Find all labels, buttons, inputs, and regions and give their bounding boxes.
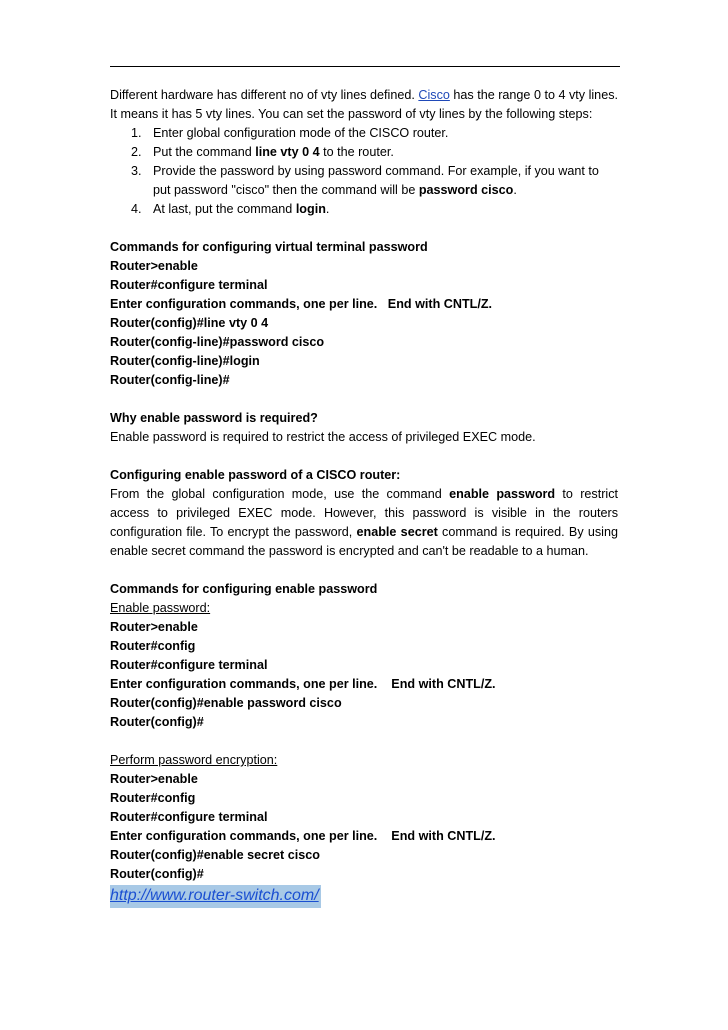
step-command: password cisco <box>418 183 514 197</box>
command-line: Enter configuration commands, one per line. End with CNTL/Z. <box>110 829 496 843</box>
step-text: . <box>325 202 330 216</box>
spacer <box>110 732 618 751</box>
cisco-link[interactable]: Cisco <box>418 88 450 102</box>
header-rule <box>110 66 620 67</box>
footer-url-highlight <box>110 885 321 908</box>
command-line: Router(config)#line vty 0 4 <box>110 316 269 330</box>
enable-command-block <box>110 618 618 732</box>
encryption-subheading: Perform password encryption: <box>110 753 278 767</box>
steps-list <box>110 124 618 219</box>
step-item <box>110 200 618 219</box>
command-line: Router(config)# <box>110 715 204 729</box>
why-body: Enable password is required to restrict the access of privileged EXEC mode. <box>110 430 536 444</box>
configuring-body-3: command is required. By using enable secret command the password is encrypted and can't be readable to a human. <box>110 525 618 558</box>
configuring-body-2: to restrict access to privileged EXEC mode. However, this password is visible in the routers configuration file. To encrypt the password, <box>110 487 618 539</box>
command-line: Router#configure terminal <box>110 278 268 292</box>
configuring-bold-2: enable secret <box>356 525 438 539</box>
step-text: Provide the password by using password command. For example, if you want to put password "cisco" then the command will be <box>153 164 599 197</box>
enable-heading: Commands for configuring enable password <box>110 582 378 596</box>
spacer <box>110 561 618 580</box>
step-number: 2. <box>131 145 142 159</box>
step-item <box>110 124 618 143</box>
configuring-body-1: From the global configuration mode, use the command <box>110 487 450 501</box>
command-line: Router(config-line)#password cisco <box>110 335 325 349</box>
command-line: Enter configuration commands, one per line. End with CNTL/Z. <box>110 297 493 311</box>
spacer <box>110 390 618 409</box>
command-line: Router(config-line)# <box>110 373 230 387</box>
spacer <box>110 219 618 238</box>
step-command: login <box>295 202 326 216</box>
configuring-heading: Configuring enable password of a CISCO router: <box>110 468 401 482</box>
step-text: Put the command <box>153 145 256 159</box>
vty-command-block <box>110 257 618 390</box>
command-line: Router#config <box>110 639 196 653</box>
intro-paragraph <box>110 86 618 124</box>
vty-heading: Commands for configuring virtual terminal password <box>110 240 428 254</box>
enable-subheading: Enable password: <box>110 601 211 615</box>
step-number: 4. <box>131 202 142 216</box>
command-line: Router#config <box>110 791 196 805</box>
document-body <box>110 86 618 908</box>
footer-url-link[interactable]: http://www.router-switch.com/ <box>110 887 319 904</box>
encryption-command-block <box>110 770 618 884</box>
command-line: Enter configuration commands, one per line. End with CNTL/Z. <box>110 677 496 691</box>
step-item <box>110 162 618 200</box>
command-line: Router(config-line)#login <box>110 354 260 368</box>
configuring-bold-1: enable password <box>449 487 556 501</box>
command-line: Router(config)#enable secret cisco <box>110 848 320 862</box>
intro-text-after: has the range 0 to 4 vty lines. It means it has 5 vty lines. You can set the password of vty lines by the following steps: <box>110 88 618 121</box>
command-line: Router>enable <box>110 620 198 634</box>
command-line: Router#configure terminal <box>110 810 268 824</box>
step-command: line vty 0 4 <box>255 145 320 159</box>
spacer <box>110 447 618 466</box>
command-line: Router>enable <box>110 259 198 273</box>
command-line: Router(config)#enable password cisco <box>110 696 342 710</box>
step-text: At last, put the command <box>153 202 296 216</box>
command-line: Router#configure terminal <box>110 658 268 672</box>
step-number: 1. <box>131 126 142 140</box>
step-item <box>110 143 618 162</box>
command-line: Router>enable <box>110 772 198 786</box>
step-text: Enter global configuration mode of the CISCO router. <box>153 126 449 140</box>
intro-text-before: Different hardware has different no of vty lines defined. <box>110 88 419 102</box>
step-text: to the router. <box>319 145 394 159</box>
configuring-body <box>110 485 618 561</box>
command-line: Router(config)# <box>110 867 204 881</box>
why-heading: Why enable password is required? <box>110 411 318 425</box>
step-number: 3. <box>131 164 142 178</box>
step-text: . <box>513 183 517 197</box>
